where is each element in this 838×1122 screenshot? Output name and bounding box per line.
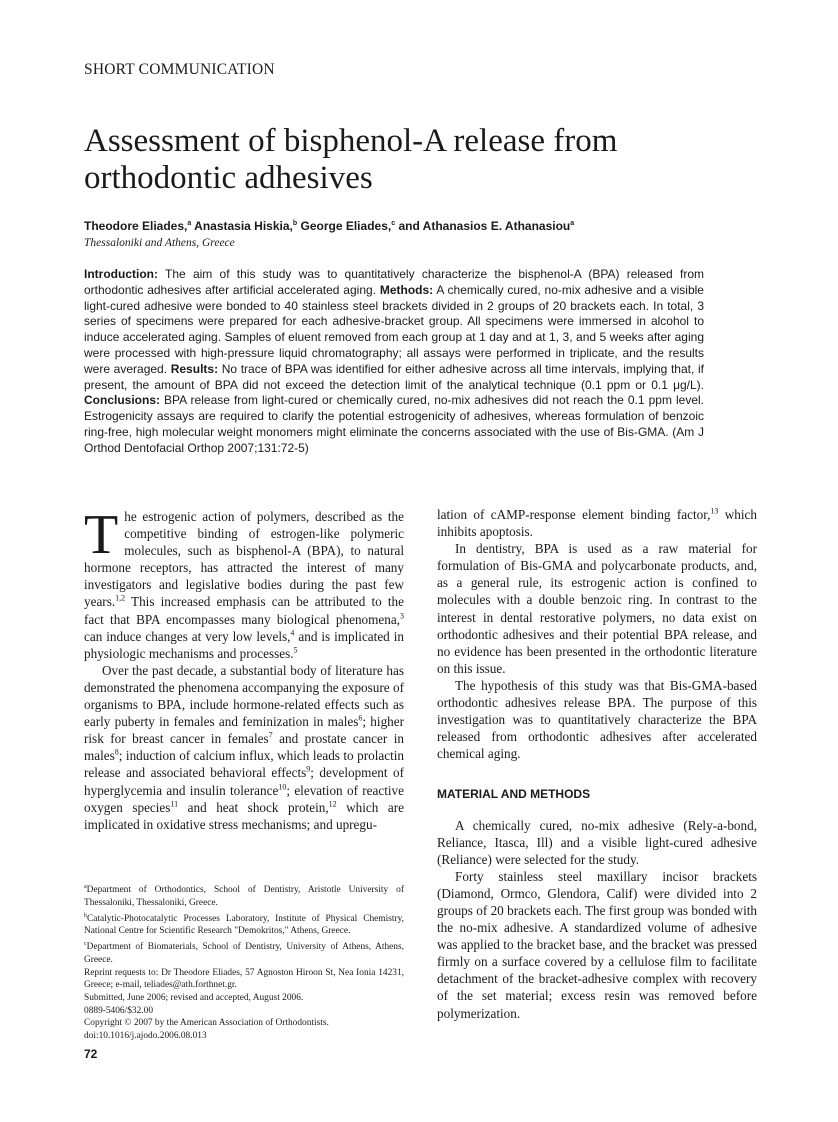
footnote-text: Catalytic-Photocatalytic Processes Laboratory, Institute of Physical Chemistry, National Centre for Scientific Research "Demokritos," Athens, Greece. bbox=[84, 913, 404, 937]
body-text: which inhibits apoptosis. bbox=[437, 507, 757, 540]
drop-cap: T bbox=[84, 504, 119, 566]
body-text: and is implicated in physiologic mechanisms and processes. bbox=[84, 628, 404, 661]
body-text: can induce changes at very low levels, bbox=[84, 628, 291, 644]
citation-ref: 5 bbox=[293, 645, 298, 655]
footnote-text: Department of Orthodontics, School of Dentistry, Aristotle University of Thessaloniki, Thessaloniki, Greece. bbox=[84, 885, 404, 908]
page-number: 72 bbox=[84, 1047, 98, 1061]
abstract-introduction-label: Introduction: bbox=[84, 267, 158, 281]
footnotes bbox=[84, 881, 404, 1043]
body-text: and prostate cancer in males bbox=[84, 731, 404, 764]
author-name: Theodore Eliades, bbox=[84, 219, 188, 233]
citation-ref: 11 bbox=[170, 799, 179, 809]
footnote-mark: c bbox=[84, 941, 87, 948]
body-text: ; induction of calcium influx, which leads to prolactin release and associated behavioral effects bbox=[84, 748, 404, 781]
citation-ref: 13 bbox=[710, 506, 719, 516]
footnote-mark: b bbox=[84, 912, 87, 919]
body-text: This increased emphasis can be attributed to the fact that BPA encompasses many biological phenomena, bbox=[84, 594, 404, 627]
body-paragraph: A chemically cured, no-mix adhesive (Rely-a-bond, Reliance, Itasca, Ill) and a visible light-cured adhesive (Reliance) were selected for the study. bbox=[437, 817, 757, 867]
footnote-affiliation-b bbox=[84, 910, 404, 939]
body-paragraph: The hypothesis of this study was that Bis-GMA-based orthodontic adhesives release BPA. The purpose of this investigation was to quantitatively characterize the BPA released from orthodontic adhesives after accelerated chemical aging. bbox=[437, 677, 757, 762]
footnote-submitted: Submitted, June 2006; revised and accepted, August 2006. bbox=[84, 993, 304, 1003]
body-text: Over the past decade, a substantial body of literature has demonstrated the phenomena accompanying the exposure of organisms to BPA, include hormone-related effects such as early puberty in females and feminization in males bbox=[84, 662, 404, 730]
section-label: SHORT COMMUNICATION bbox=[84, 61, 275, 78]
footnote-text: Department of Biomaterials, School of Dentistry, University of Athens, Athens, Greece. bbox=[84, 942, 404, 965]
abstract-results-label: Results: bbox=[170, 361, 219, 376]
author-location: Thessaloniki and Athens, Greece bbox=[84, 237, 235, 249]
affiliation-mark: c bbox=[391, 220, 396, 227]
footnote-issn: 0889-5406/$32.00 bbox=[84, 1005, 154, 1016]
abstract bbox=[84, 267, 704, 457]
author-name: George Eliades, bbox=[300, 219, 392, 233]
body-text: he estrogenic action of polymers, described as the competitive binding of estrogen-like polymeric molecules, such as bisphenol-A (BPA), to natural hormone receptors, has attracted the interest of many investigators and legislative bodies during the past few years. bbox=[84, 509, 404, 610]
abstract-conclusions-label: Conclusions: bbox=[84, 393, 161, 408]
citation-ref: 7 bbox=[268, 730, 273, 740]
abstract-results: No trace of BPA was identified for either adhesive across all time intervals, implying that, if present, the amount of BPA did not exceed the detection limit of the analytical technique (0.1 ppm or 0.1 μg/L). bbox=[84, 361, 704, 392]
body-text: lation of cAMP-response element binding factor, bbox=[437, 507, 711, 522]
citation-ref: 1,2 bbox=[115, 594, 126, 604]
abstract-methods-label: Methods: bbox=[379, 282, 434, 297]
body-paragraph bbox=[84, 504, 404, 662]
body-text: ; higher risk for breast cancer in females bbox=[84, 714, 404, 747]
body-text: and heat shock protein, bbox=[178, 799, 329, 815]
body-text: ; development of hyperglycemia and insulin tolerance bbox=[84, 765, 405, 798]
affiliation-mark: a bbox=[570, 220, 575, 227]
citation-ref: 4 bbox=[290, 628, 295, 638]
abstract-introduction: The aim of this study was to quantitatively characterize the bisphenol-A (BPA) released from orthodontic adhesives after artificial accelerated aging. bbox=[84, 267, 704, 297]
footnote-affiliation-c bbox=[84, 938, 404, 967]
author-list bbox=[84, 219, 574, 233]
footnote-reprint: Reprint requests to: Dr Theodore Eliades, 57 Agnoston Hiroon St, Nea Ionia 14231, Greece; e-mail, teliades@ath.forthnet.gr. bbox=[84, 967, 404, 991]
citation-ref: 9 bbox=[306, 765, 311, 775]
affiliation-mark: b bbox=[292, 220, 298, 227]
abstract-conclusions: BPA release from light-cured or chemically cured, no-mix adhesives did not reach the 0.1 ppm level. Estrogenicity assays are required to clarify the potential estrogenicity of adhesives, whereas formulation of benzoic ring-free, high molecular weight monomers might eliminate the concerns associated with the use of Bis-GMA. (Am J Orthod Dentofacial Orthop 2007;131:72-5) bbox=[84, 393, 704, 455]
citation-ref: 12 bbox=[328, 799, 337, 809]
citation-ref: 3 bbox=[400, 611, 404, 621]
body-paragraph bbox=[437, 506, 757, 540]
section-heading: MATERIAL AND METHODS bbox=[437, 787, 591, 802]
article-title: Assessment of bisphenol-A release from orthodontic adhesives bbox=[84, 123, 618, 196]
affiliation-mark: a bbox=[187, 220, 192, 227]
footnote-copyright: Copyright © 2007 by the American Association of Orthodontists. bbox=[84, 1018, 329, 1029]
body-text: which are implicated in oxidative stress mechanisms; and upregu- bbox=[84, 799, 404, 832]
body-text: ; elevation of reactive oxygen species bbox=[84, 782, 404, 815]
body-paragraph bbox=[84, 662, 404, 833]
footnote-affiliation-a bbox=[84, 881, 404, 910]
citation-ref: 6 bbox=[358, 713, 363, 723]
body-paragraph: Forty stainless steel maxillary incisor brackets (Diamond, Ormco, Glendora, Calif) were divided into 2 groups of 20 brackets each. The first group was bonded with the no-mix adhesive. A standardized volume of adhesive was applied to the bracket base, and the bracket was pressed firmly on a surface covered by a cellulose film to facilitate detachment of the bracket-adhesive complex with recovery of the set material; excess resin was removed before polymerization. bbox=[437, 868, 757, 1021]
body-paragraph: In dentistry, BPA is used as a raw material for formulation of Bis-GMA and polycarbonate products, and, as a general rule, its estrogenic action is confined to molecules with a double benzoic ring. In contrast to the interest in dental restorative polymers, no data exist on orthodontic adhesives and their potential BPA release, and no evidence has been presented in the orthodontic literature on this issue. bbox=[437, 541, 757, 676]
body-column-right bbox=[437, 506, 757, 1022]
footnote-doi: doi:10.1016/j.ajodo.2006.08.013 bbox=[84, 1031, 207, 1042]
author-name: and Athanasios E. Athanasiou bbox=[398, 219, 571, 233]
citation-ref: 10 bbox=[278, 782, 287, 792]
body-column-left bbox=[84, 504, 405, 833]
author-name: Anastasia Hiskia, bbox=[194, 219, 293, 233]
citation-ref: 8 bbox=[114, 747, 119, 757]
abstract-methods: A chemically cured, no-mix adhesive and a visible light-cured adhesive were bonded to 40 stainless steel brackets divided in 2 groups of 20 brackets each. In total, 3 series of specimens were prepared for each adhesive-bracket group. All specimens were immersed in alcohol to induce accelerated aging. Samples of eluent removed from each group at 1 day and at 1, 3, and 5 weeks after aging were processed with high-pressure liquid chromatography; all assays were performed in triplicate, and the results were averaged. bbox=[84, 282, 704, 376]
footnote-mark: a bbox=[84, 884, 87, 890]
